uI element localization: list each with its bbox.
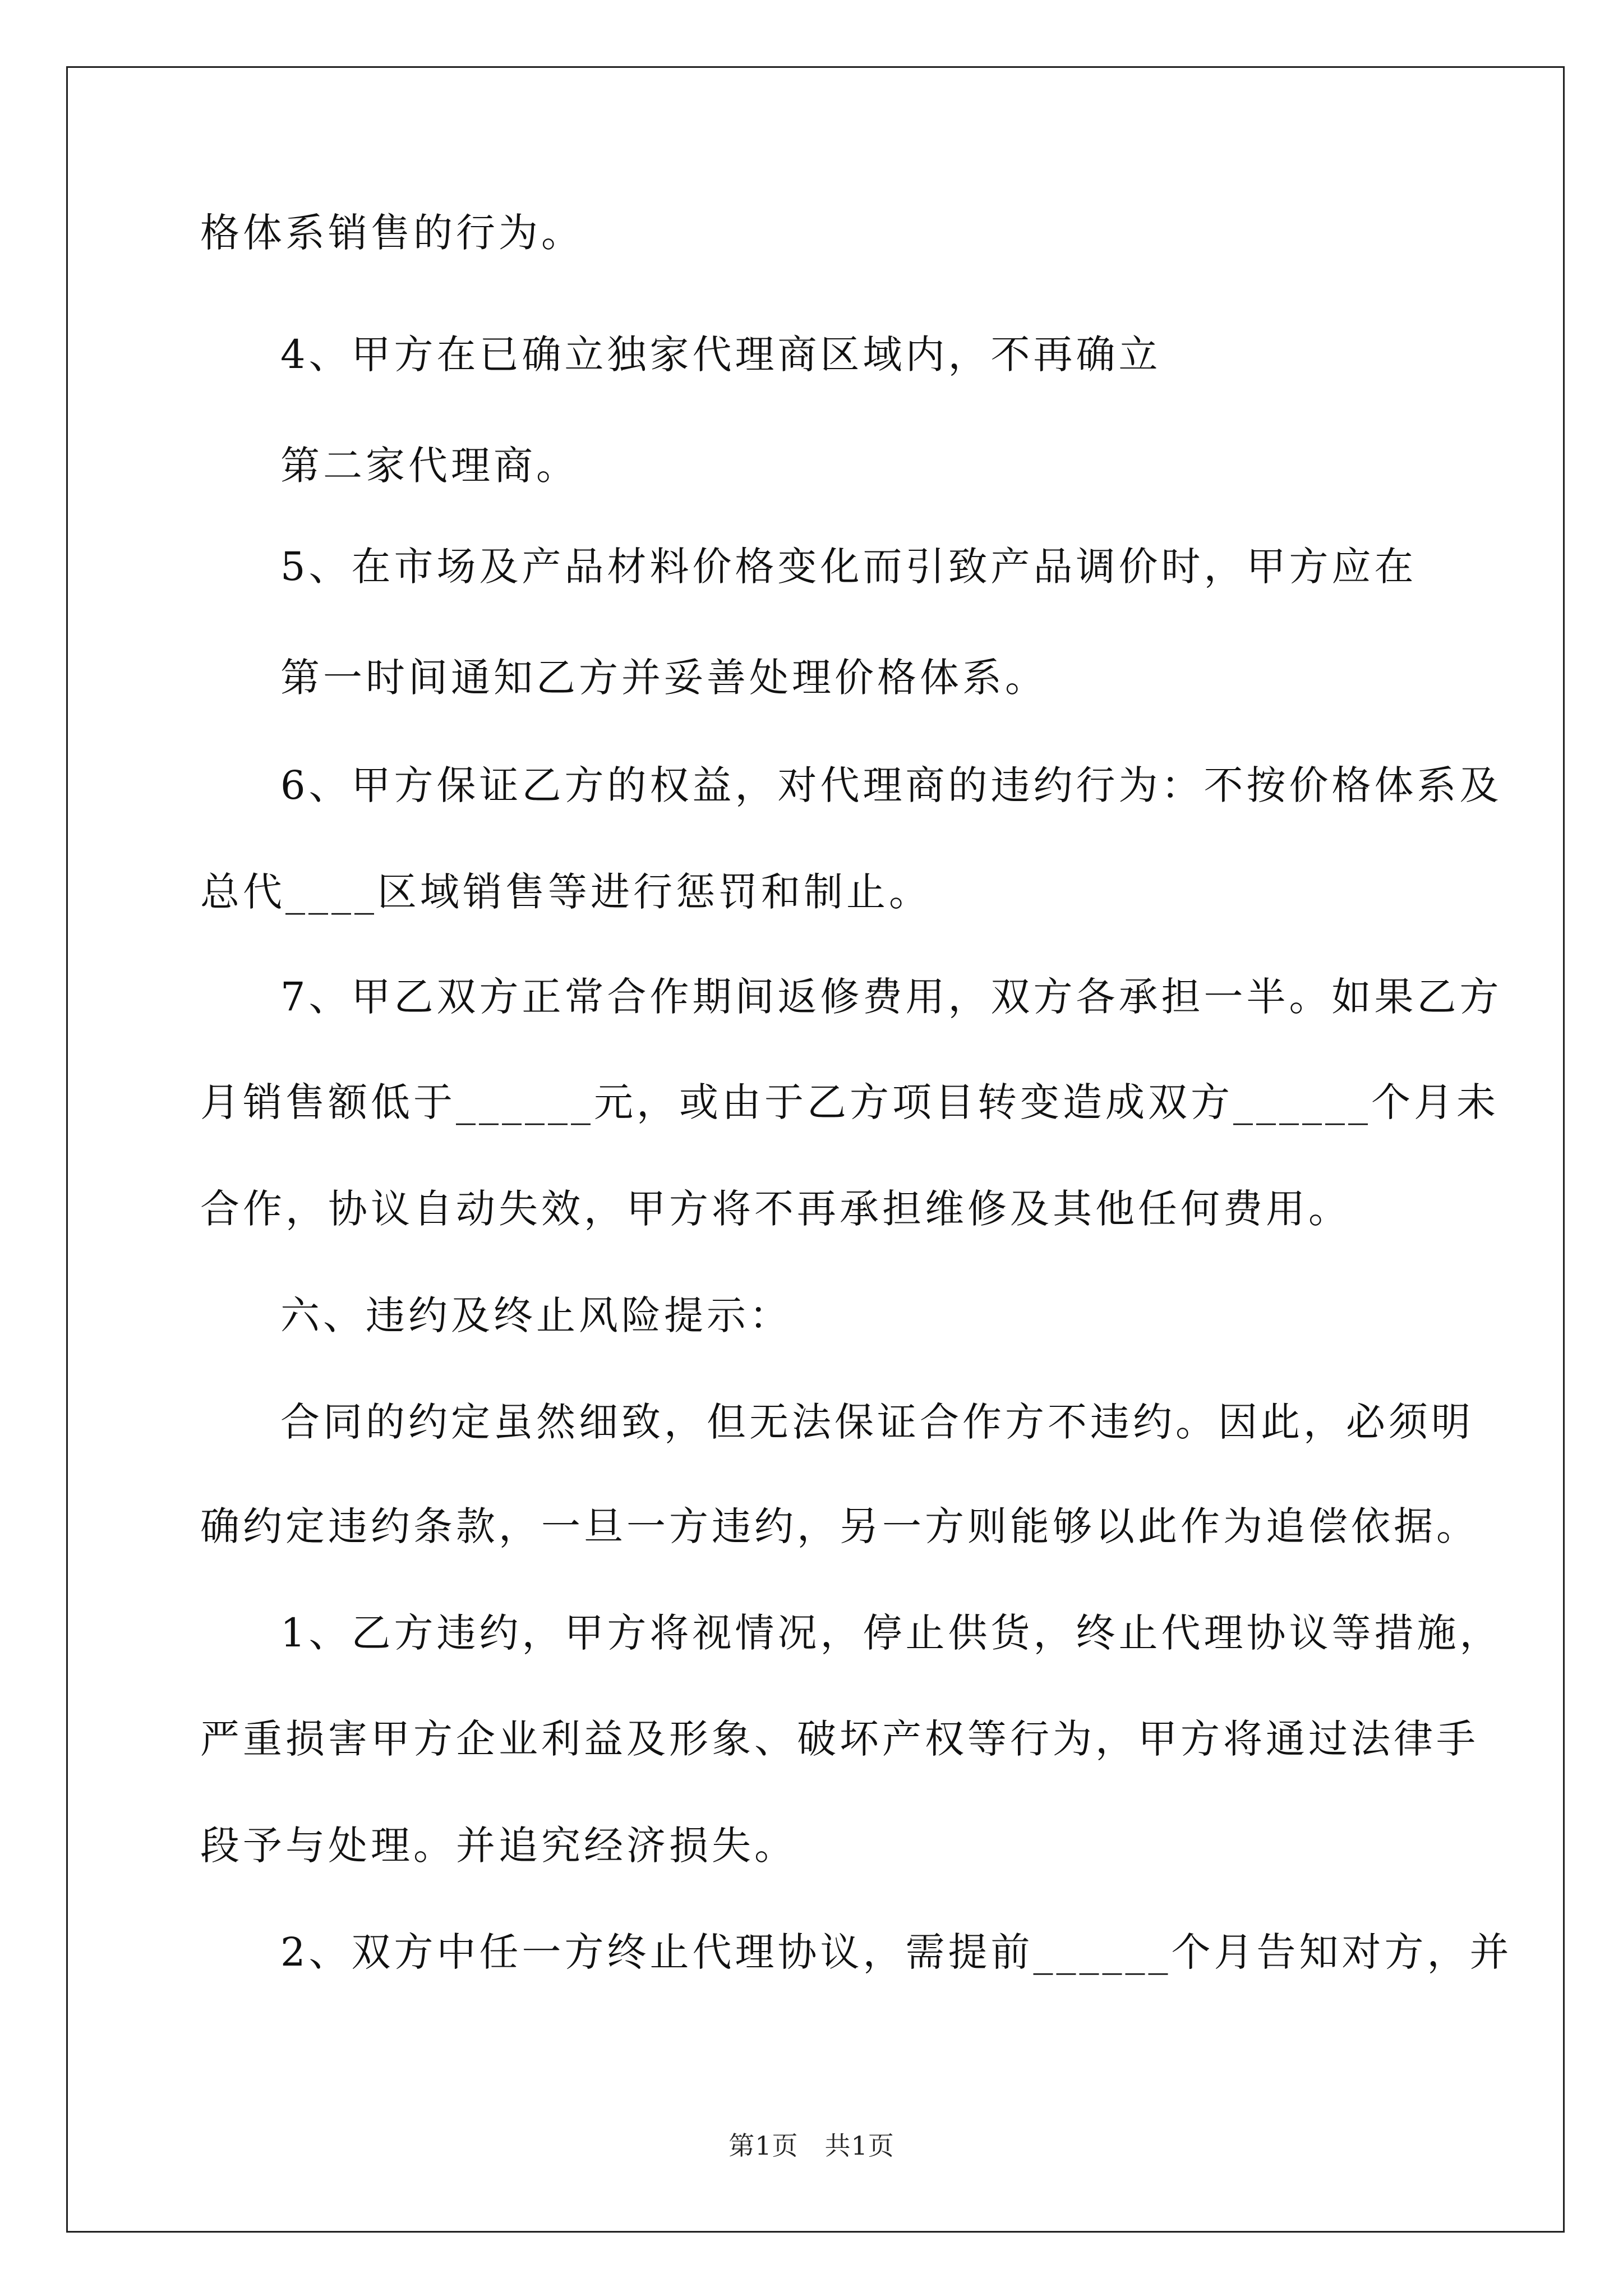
text-line-13: 确约定违约条款，一旦一方违约，另一方则能够以此作为追偿依据。 xyxy=(200,1503,1479,1549)
text-line-17: 2、双方中任一方终止代理协议，需提前______个月告知对方，并 xyxy=(280,1929,1513,1975)
text-line-1: 格体系销售的行为。 xyxy=(200,210,584,256)
text-line-5: 第一时间通知乙方并妥善处理价格体系。 xyxy=(280,655,1048,701)
text-line-14: 1、乙方违约，甲方将视情况，停止供货，终止代理协议等措施， xyxy=(280,1610,1502,1656)
text-line-6: 6、甲方保证乙方的权益，对代理商的违约行为：不按价格体系及 xyxy=(280,762,1502,808)
text-line-12: 合同的约定虽然细致，但无法保证合作方不违约。因此，必须明 xyxy=(280,1399,1474,1445)
text-line-4: 5、在市场及产品材料价格变化而引致产品调价时，甲方应在 xyxy=(280,544,1417,590)
text-line-7: 总代____区域销售等进行惩罚和制止。 xyxy=(200,869,932,915)
page-number-footer: 第1页 共1页 xyxy=(728,2131,895,2161)
page-border xyxy=(66,66,1565,2233)
text-line-3: 第二家代理商。 xyxy=(280,443,579,489)
text-line-10: 合作，协议自动失效，甲方将不再承担维修及其他任何费用。 xyxy=(200,1186,1351,1232)
text-line-11: 六、违约及终止风险提示： xyxy=(280,1292,792,1338)
text-line-8: 7、甲乙双方正常合作期间返修费用，双方各承担一半。如果乙方 xyxy=(280,974,1502,1020)
text-line-15: 严重损害甲方企业利益及形象、破坏产权等行为，甲方将通过法律手 xyxy=(200,1716,1479,1762)
text-line-9: 月销售额低于______元，或由于乙方项目转变造成双方______个月未 xyxy=(200,1079,1499,1125)
text-line-16: 段予与处理。并追究经济损失。 xyxy=(200,1823,797,1869)
text-line-2: 4、甲方在已确立独家代理商区域内，不再确立 xyxy=(280,332,1161,378)
